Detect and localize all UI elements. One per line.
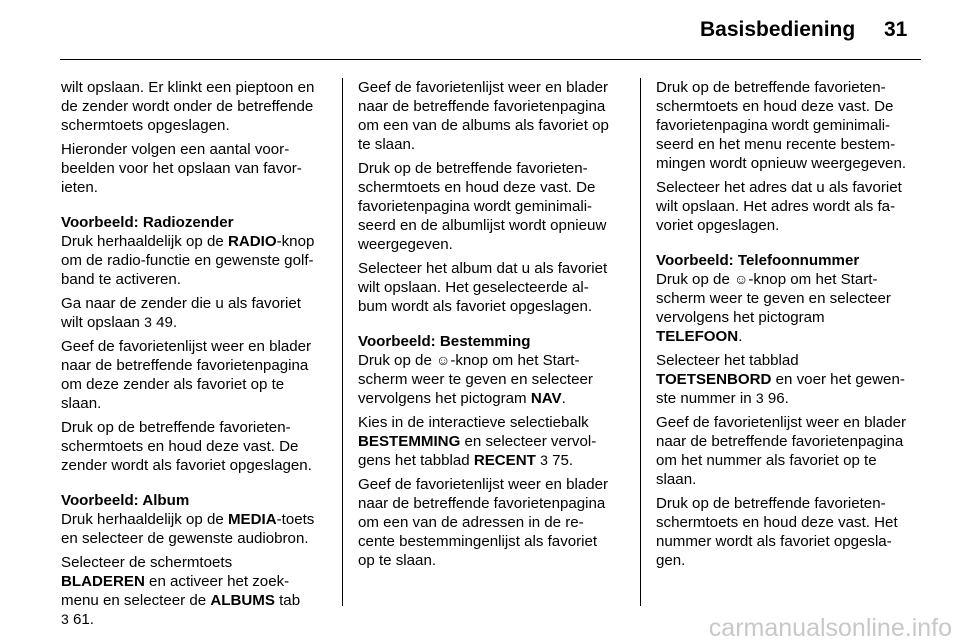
page-number: 31 bbox=[884, 18, 908, 41]
text-line: Selecteer de schermtoets bbox=[61, 554, 233, 571]
text-line: zender wordt als favoriet opgeslagen. bbox=[61, 457, 312, 474]
text-line: wilt opslaan 3 49. bbox=[61, 314, 178, 331]
paragraph bbox=[61, 418, 327, 475]
section-heading: Voorbeeld: Album bbox=[61, 492, 190, 509]
button-name: RADIO bbox=[227, 233, 277, 250]
text-line: om de radio-functie en gewenste golf- bbox=[61, 252, 314, 269]
text-line: schermtoets en houd deze vast. De bbox=[358, 179, 596, 196]
text-line: ste nummer in 3 96. bbox=[656, 390, 789, 407]
paragraph bbox=[358, 475, 626, 570]
page-reference: 49. bbox=[156, 314, 178, 331]
text-line: TELEFOON. bbox=[656, 328, 743, 345]
column-2 bbox=[358, 78, 626, 575]
text-line: gen. bbox=[656, 552, 686, 569]
text-line: en selecteer de gewenste audiobron. bbox=[61, 530, 309, 547]
button-name: RECENT bbox=[473, 452, 536, 469]
triangle-ref-icon: 3 bbox=[61, 611, 69, 627]
text-line: Druk op de ☺-knop om het Start- bbox=[358, 352, 580, 369]
home-icon: ☺ bbox=[436, 352, 451, 368]
button-name: ALBUMS bbox=[210, 592, 275, 609]
paragraph bbox=[656, 413, 926, 489]
text-line: bum wordt als favoriet opgeslagen. bbox=[358, 298, 593, 315]
paragraph bbox=[656, 178, 926, 235]
text-line: menu en selecteer de ALBUMS tab bbox=[61, 592, 301, 609]
text-line: TOETSENBORD en voer het gewen- bbox=[656, 371, 905, 388]
paragraph bbox=[656, 351, 926, 408]
triangle-ref-icon: 3 bbox=[755, 390, 764, 406]
column-divider bbox=[640, 78, 641, 606]
text-line: wilt opslaan. Het adres wordt als fa- bbox=[656, 198, 896, 215]
text-line: gens het tabblad RECENT 3 75. bbox=[358, 452, 574, 469]
paragraph bbox=[358, 259, 626, 316]
text-line: naar de betreffende favorietenpagina bbox=[358, 98, 606, 115]
paragraph bbox=[61, 491, 327, 548]
text-line: BESTEMMING en selecteer vervol- bbox=[358, 433, 597, 450]
paragraph bbox=[61, 213, 327, 289]
text-line: om een van de adressen in de re- bbox=[358, 514, 584, 531]
text-line: seerd en het menu recente bestem- bbox=[656, 136, 896, 153]
text-line: te slaan. bbox=[358, 136, 416, 153]
text-line: naar de betreffende favorietenpagina bbox=[358, 495, 606, 512]
page-reference: 75. bbox=[552, 452, 574, 469]
button-name: BESTEMMING bbox=[358, 433, 461, 450]
text-line: Druk op de betreffende favorieten- bbox=[61, 419, 291, 436]
text-line: de zender wordt onder de betreffende bbox=[61, 98, 314, 115]
home-icon: ☺ bbox=[734, 271, 749, 287]
text-line: slaan. bbox=[61, 395, 102, 412]
text-line: wilt opslaan. Er klinkt een pieptoon en bbox=[61, 79, 315, 96]
triangle-ref-icon: 3 bbox=[144, 314, 152, 330]
text-line: Geef de favorietenlijst weer en blader bbox=[358, 79, 609, 96]
button-name: TELEFOON bbox=[656, 328, 739, 345]
text-line: Druk op de betreffende favorieten- bbox=[656, 495, 886, 512]
button-name: TOETSENBORD bbox=[656, 371, 772, 388]
text-line: BLADEREN en activeer het zoek- bbox=[61, 573, 290, 590]
text-line: vervolgens het pictogram NAV. bbox=[358, 390, 566, 407]
text-line: Geef de favorietenlijst weer en blader bbox=[656, 414, 907, 431]
column-divider bbox=[342, 78, 343, 606]
page-title: Basisbediening bbox=[700, 18, 856, 41]
text-line: favorietenpagina wordt geminimali- bbox=[358, 198, 593, 215]
text-line: schermtoets en houd deze vast. De bbox=[61, 438, 299, 455]
paragraph bbox=[656, 78, 926, 173]
text-line: Druk op de betreffende favorieten- bbox=[656, 79, 886, 96]
paragraph bbox=[61, 337, 327, 413]
button-name: MEDIA bbox=[227, 511, 277, 528]
text-line: Druk op de betreffende favorieten- bbox=[358, 160, 588, 177]
paragraph bbox=[656, 494, 926, 570]
text-line bbox=[61, 610, 327, 629]
text-line: Selecteer het tabblad bbox=[656, 352, 799, 369]
text-line: schermtoets en houd deze vast. Het bbox=[656, 514, 898, 531]
text-line: beelden voor het opslaan van favor- bbox=[61, 160, 302, 177]
section-heading: Voorbeeld: Telefoonnummer bbox=[656, 252, 860, 269]
paragraph bbox=[61, 140, 327, 197]
text-line: nummer wordt als favoriet opgesla- bbox=[656, 533, 892, 550]
button-name: BLADEREN bbox=[61, 573, 145, 590]
button-name: NAV bbox=[530, 390, 562, 407]
paragraph bbox=[656, 251, 926, 346]
column-3 bbox=[656, 78, 926, 575]
paragraph bbox=[358, 78, 626, 154]
text-line: Druk herhaaldelijk op de MEDIA-toets bbox=[61, 511, 315, 528]
text-line: seerd en de albumlijst wordt opnieuw bbox=[358, 217, 607, 234]
text-line: slaan. bbox=[656, 471, 697, 488]
text-line: scherm weer te geven en selecteer bbox=[656, 290, 891, 307]
text-line: vervolgens het pictogram bbox=[656, 309, 825, 326]
column-1 bbox=[61, 78, 327, 634]
text-line: naar de betreffende favorietenpagina bbox=[61, 357, 309, 374]
text-line: om een van de albums als favoriet op bbox=[358, 117, 609, 134]
text-line: Geef de favorietenlijst weer en blader bbox=[358, 476, 609, 493]
text-line: schermtoets en houd deze vast. De bbox=[656, 98, 894, 115]
paragraph bbox=[61, 294, 327, 332]
text-line: Selecteer het adres dat u als favoriet bbox=[656, 179, 902, 196]
text-line: Kies in de interactieve selectiebalk bbox=[358, 414, 589, 431]
section-heading: Voorbeeld: Bestemming bbox=[358, 333, 531, 350]
text-line: om het nummer als favoriet op te bbox=[656, 452, 877, 469]
text-line: weergegeven. bbox=[358, 236, 453, 253]
text-line: Geef de favorietenlijst weer en blader bbox=[61, 338, 312, 355]
header-rule bbox=[60, 59, 921, 60]
paragraph bbox=[61, 78, 327, 135]
text-line: favorietenpagina wordt geminimali- bbox=[656, 117, 891, 134]
text-line: wilt opslaan. Het geselecteerde al- bbox=[358, 279, 589, 296]
text-line: mingen wordt opnieuw weergegeven. bbox=[656, 155, 907, 172]
text-line: Ga naar de zender die u als favoriet bbox=[61, 295, 301, 312]
text-line: Selecteer het album dat u als favoriet bbox=[358, 260, 608, 277]
text-line: scherm weer te geven en selecteer bbox=[358, 371, 593, 388]
paragraph bbox=[61, 553, 327, 629]
text-line: om deze zender als favoriet op te bbox=[61, 376, 285, 393]
text-line: op te slaan. bbox=[358, 552, 437, 569]
text-line: Hieronder volgen een aantal voor- bbox=[61, 141, 290, 158]
text-line: naar de betreffende favorietenpagina bbox=[656, 433, 904, 450]
text-line: Druk op de ☺-knop om het Start- bbox=[656, 271, 878, 288]
paragraph bbox=[358, 159, 626, 254]
section-heading: Voorbeeld: Radiozender bbox=[61, 214, 234, 231]
triangle-ref-icon: 3 bbox=[540, 452, 548, 468]
paragraph bbox=[358, 332, 626, 408]
text-line: band te activeren. bbox=[61, 271, 181, 288]
text-line: voriet opgeslagen. bbox=[656, 217, 780, 234]
page-reference: 61. bbox=[73, 611, 94, 628]
text-line: Druk herhaaldelijk op de RADIO-knop bbox=[61, 233, 315, 250]
watermark: carmanualsonline.info bbox=[708, 614, 952, 642]
text-line: schermtoets opgeslagen. bbox=[61, 117, 230, 134]
paragraph bbox=[358, 413, 626, 470]
page-reference: 96. bbox=[767, 390, 789, 407]
text-line: ieten. bbox=[61, 179, 98, 196]
text-line: cente bestemmingenlijst als favoriet bbox=[358, 533, 598, 550]
